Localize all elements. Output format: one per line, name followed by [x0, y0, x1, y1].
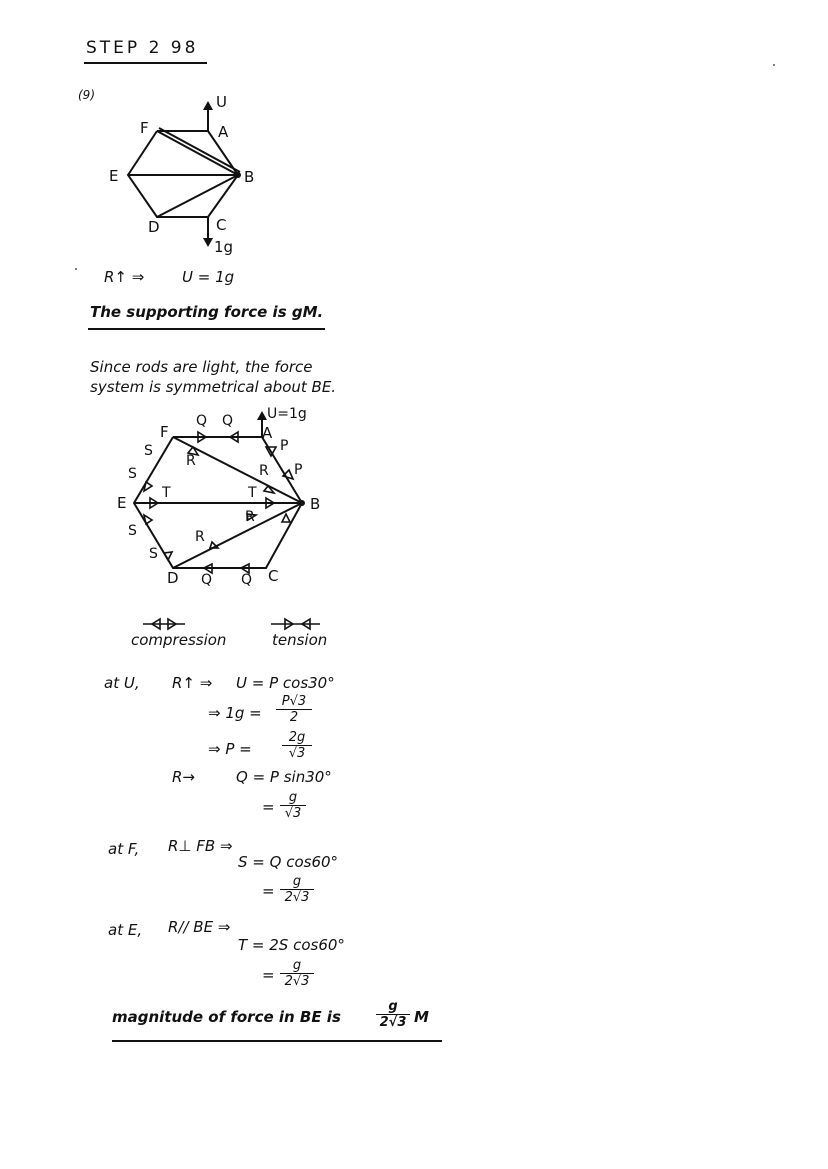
- force-s-4: S: [149, 546, 158, 562]
- force-q-3: Q: [201, 572, 213, 588]
- final-answer-num: g: [376, 999, 410, 1015]
- at-f-label: at F,: [108, 840, 140, 858]
- force-r-2: R: [259, 463, 269, 479]
- at-u-eq3-fraction: [282, 730, 312, 761]
- vertex-d-2: D: [167, 569, 179, 587]
- at-f-eq2-num: g: [280, 874, 314, 890]
- force-p-1: P: [280, 438, 289, 454]
- at-u-eq2-lhs: ⇒ 1g =: [208, 704, 262, 722]
- at-e-eq2-den: 2√3: [284, 974, 310, 989]
- label-f: F: [140, 119, 149, 137]
- load-arrow: [203, 238, 213, 247]
- force-q-4: Q: [241, 572, 253, 588]
- u-equals-text: U = 1g: [182, 268, 235, 286]
- at-f-eq2-fraction: [280, 874, 314, 905]
- supporting-force-text: The supporting force is gM.: [90, 303, 324, 321]
- force-q-2: Q: [222, 413, 234, 429]
- vertex-e-2: E: [117, 494, 127, 512]
- force-s-3: S: [128, 523, 137, 539]
- at-u-eq2-den: 2: [289, 710, 299, 725]
- force-q-1: Q: [196, 413, 208, 429]
- joint-b-2: [299, 500, 305, 506]
- force-u-arrow: [203, 101, 213, 110]
- at-u-eq3-den: √3: [288, 746, 306, 761]
- vertex-a-2: A: [262, 424, 273, 442]
- label-a: A: [218, 123, 229, 141]
- vertex-c-2: C: [268, 567, 279, 585]
- scan-speck: [75, 268, 77, 270]
- final-answer-den: 2√3: [379, 1015, 407, 1030]
- force-u-arrow-2: [257, 411, 267, 420]
- page-title: STEP 2 98: [86, 38, 199, 58]
- at-u-eq1: U = P cos30°: [236, 674, 335, 692]
- at-u-eq3-num: 2g: [282, 730, 312, 746]
- hexagon-diagram-2: [100, 400, 340, 600]
- at-e-eq1: T = 2S cos60°: [238, 936, 345, 954]
- label-b: B: [244, 168, 255, 186]
- conclusion-underline: [88, 328, 325, 330]
- final-answer-underline: [112, 1040, 442, 1042]
- final-answer-unit: M: [414, 1008, 429, 1026]
- symmetry-line-2: system is symmetrical about BE.: [90, 378, 337, 396]
- at-u-eq3-lhs: ⇒ P =: [208, 740, 252, 758]
- at-f-eq2-lhs: =: [262, 882, 275, 900]
- force-r-1: R: [186, 453, 196, 469]
- label-e: E: [109, 167, 119, 185]
- at-e-resolve: R// BE ⇒: [168, 918, 231, 936]
- vertex-b-2: B: [310, 495, 321, 513]
- legend-compression: compression: [131, 631, 227, 649]
- at-u-eq5-lhs: =: [262, 798, 275, 816]
- at-u-resolve-right: R→: [172, 768, 195, 786]
- force-r-3: R: [245, 509, 255, 525]
- force-s-1: S: [144, 443, 153, 459]
- force-t-2: T: [248, 485, 257, 501]
- at-e-eq2-fraction: [280, 958, 314, 989]
- resolve-up-text: R↑ ⇒: [104, 268, 145, 286]
- at-u-eq5-fraction: [280, 790, 306, 821]
- at-u-eq5-den: √3: [284, 806, 302, 821]
- force-s-2: S: [128, 466, 137, 482]
- at-u-eq2-num: P√3: [276, 694, 312, 710]
- label-d: D: [148, 218, 160, 236]
- vertex-f-2: F: [160, 423, 169, 441]
- at-u-resolve-up: R↑ ⇒: [172, 674, 213, 692]
- at-u-label: at U,: [104, 674, 140, 692]
- joint-b: [235, 172, 241, 178]
- hexagon-diagram-1: [100, 90, 270, 260]
- label-c: C: [216, 216, 227, 234]
- final-answer-fraction: [376, 999, 410, 1030]
- at-u-eq4: Q = P sin30°: [236, 768, 332, 786]
- at-u-eq5-num: g: [280, 790, 306, 806]
- at-f-eq1: S = Q cos60°: [238, 853, 339, 871]
- force-p-2: P: [294, 462, 303, 478]
- at-e-label: at E,: [108, 921, 143, 939]
- force-r-4: R: [195, 529, 205, 545]
- title-underline: [84, 62, 207, 64]
- at-f-resolve: R⊥ FB ⇒: [168, 837, 233, 855]
- u-value-label: U=1g: [267, 406, 307, 422]
- final-answer-text: magnitude of force in BE is: [112, 1008, 341, 1026]
- label-load: 1g: [214, 238, 234, 256]
- at-f-eq2-den: 2√3: [284, 890, 310, 905]
- label-u: U: [216, 93, 227, 111]
- at-u-eq2-fraction: [276, 694, 312, 725]
- at-e-eq2-lhs: =: [262, 966, 275, 984]
- scan-speck: [773, 64, 775, 66]
- legend-tension: tension: [272, 631, 328, 649]
- question-number: (9): [78, 88, 95, 102]
- symmetry-line-1: Since rods are light, the force: [90, 358, 313, 376]
- force-t-1: T: [162, 485, 171, 501]
- at-e-eq2-num: g: [280, 958, 314, 974]
